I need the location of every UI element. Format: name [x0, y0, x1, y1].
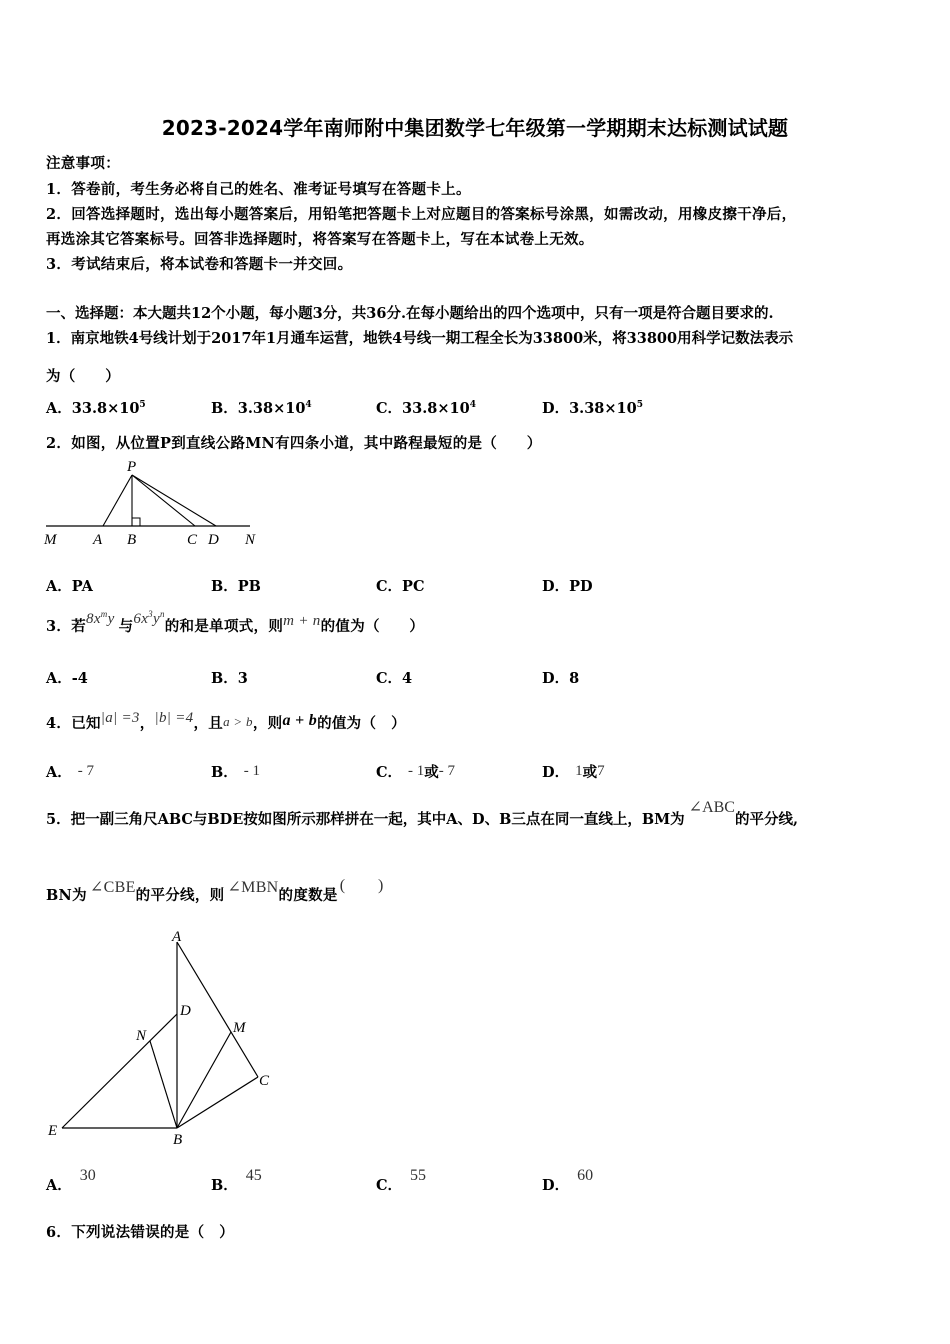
- term-2: $6x^3y^n$: [133, 609, 165, 627]
- option-label: D．: [542, 764, 570, 781]
- q5-figure: [40, 922, 290, 1152]
- q3-option-a: A．-4: [46, 670, 88, 687]
- option-or: 或: [582, 764, 598, 781]
- option-label: A．: [46, 1177, 72, 1194]
- option-value: - 1: [408, 763, 425, 779]
- q3-option-c: C．4: [376, 670, 413, 687]
- label-a: A: [93, 532, 103, 548]
- condition-2: |b| =4: [154, 710, 194, 726]
- q6-stem: 6．下列说法错误的是（ ）: [46, 1224, 234, 1241]
- option-value: 45: [245, 1167, 262, 1184]
- condition-1: |a| =3: [100, 710, 140, 726]
- option-label: A．: [46, 400, 72, 417]
- q1-option-d: [542, 397, 643, 418]
- option-label: C．: [376, 764, 403, 781]
- angle-mbn: ∠MBN: [227, 879, 279, 896]
- stem-text: BN为: [46, 887, 87, 904]
- option-exponent: 5: [636, 400, 643, 411]
- option-value: 3.38×10: [237, 400, 306, 417]
- option-label: A．: [46, 764, 72, 781]
- stem-text: 4．已知: [46, 715, 101, 732]
- option-value: 33.8×10: [402, 400, 470, 417]
- q4-option-a: [46, 761, 94, 782]
- stem-text: 5．把一副三角尺ABC与BDE按如图所示那样拼在一起，其中A、D、B三点在同一直线上，BM为: [46, 811, 685, 828]
- q5-option-d: [542, 1167, 594, 1195]
- stem-text: 的度数是: [278, 887, 338, 904]
- page-title: 2023-2024学年南师附中集团数学七年级第一学期期末达标测试试题: [161, 116, 789, 140]
- label-b: B: [127, 532, 137, 548]
- q2-option-b: B．PB: [211, 578, 261, 595]
- expression: m + n: [283, 613, 321, 629]
- option-label: B．: [211, 400, 238, 417]
- option-value: 1: [575, 763, 583, 779]
- q5-stem-cont: [46, 877, 384, 905]
- option-value: 33.8×10: [71, 400, 140, 417]
- option-value: 3.38×10: [569, 400, 637, 417]
- right-angle-mark: [132, 518, 140, 526]
- option-exponent: 4: [469, 400, 476, 411]
- stem-text: 的平分线,: [734, 811, 799, 828]
- option-label: B．: [211, 1177, 238, 1194]
- segment-pa: [103, 475, 132, 526]
- answer-paren: ( ): [339, 877, 384, 894]
- option-value: 7: [597, 763, 605, 779]
- option-value: 60: [577, 1167, 594, 1184]
- label-m: M: [44, 532, 57, 548]
- label-n: N: [245, 532, 256, 548]
- option-value: - 7: [438, 763, 456, 779]
- q2-option-c: C．PC: [376, 578, 425, 595]
- condition-3: a > b: [223, 714, 253, 729]
- q1-stem-cont: 为（ ）: [46, 368, 120, 385]
- section-heading: 一、选择题：本大题共12个小题，每小题3分，共36分.在每小题给出的四个选项中，只有一项是符合题目要求的.: [46, 305, 774, 322]
- q5-option-c: [376, 1167, 427, 1195]
- expression: a + b: [282, 712, 318, 729]
- stem-text: ，且: [193, 715, 224, 732]
- label-n: N: [136, 1028, 147, 1044]
- q4-option-b: [211, 761, 260, 782]
- notice-item-2a: 2．回答选择题时，选出每小题答案后，用铅笔把答题卡上对应题目的答案标号涂黑，如需改动，用橡皮擦干净后，: [46, 206, 797, 223]
- q3-option-d: D．8: [542, 670, 580, 687]
- stem-text: ，: [139, 715, 155, 732]
- segment-bc: [177, 1077, 258, 1128]
- angle-abc: ∠ABC: [688, 799, 735, 816]
- label-c: C: [259, 1073, 270, 1089]
- q3-stem: [46, 609, 425, 636]
- option-label: C．: [376, 1177, 403, 1194]
- notice-item-3: 3．考试结束后，将本试卷和答题卡一并交回。: [46, 256, 353, 273]
- option-or: 或: [424, 764, 439, 781]
- stem-text: 的值为（ ）: [317, 715, 406, 732]
- option-exponent: 4: [305, 400, 312, 411]
- option-value: - 1: [243, 763, 261, 779]
- label-a: A: [172, 929, 182, 945]
- stem-text: 与: [118, 618, 134, 635]
- option-value: 55: [410, 1167, 427, 1184]
- q1-option-a: [46, 397, 146, 418]
- stem-text: 的和是单项式，则: [164, 618, 284, 635]
- q2-option-d: D．PD: [542, 578, 593, 595]
- segment-bn: [150, 1041, 177, 1128]
- q1-option-b: [211, 397, 312, 418]
- option-label: B．: [211, 764, 238, 781]
- q5-stem: [46, 799, 799, 829]
- q4-option-c: [376, 761, 455, 782]
- q2-stem: 2．如图，从位置P到直线公路MN有四条小道，其中路程最短的是（ ）: [46, 435, 542, 452]
- label-p: P: [127, 459, 137, 475]
- option-label: D．: [542, 400, 570, 417]
- q2-figure: [40, 455, 260, 550]
- q4-option-d: [542, 761, 605, 782]
- segment-pc: [132, 475, 195, 526]
- term-1: $8x^my$: [86, 609, 115, 627]
- stem-text: 的平分线，则: [135, 887, 225, 904]
- option-label: D．: [542, 1177, 570, 1194]
- q4-stem: [46, 712, 406, 733]
- segment-pd: [132, 475, 216, 526]
- option-label: C．: [376, 400, 403, 417]
- stem-text: 的值为（ ）: [320, 618, 425, 635]
- q2-option-a: A．PA: [46, 578, 93, 595]
- q1-option-c: [376, 397, 476, 418]
- label-m: M: [233, 1020, 246, 1036]
- q5-option-a: [46, 1167, 96, 1195]
- q3-option-b: B．3: [211, 670, 248, 687]
- q5-option-b: [211, 1167, 262, 1195]
- label-d: D: [208, 532, 219, 548]
- stem-text: 3．若: [46, 618, 86, 635]
- label-d: D: [180, 1003, 191, 1019]
- label-b: B: [173, 1132, 183, 1148]
- option-value: 30: [79, 1167, 96, 1184]
- option-exponent: 5: [139, 400, 146, 411]
- notice-item-1: 1．答卷前，考生务必将自己的姓名、准考证号填写在答题卡上。: [46, 181, 471, 198]
- label-e: E: [48, 1123, 58, 1139]
- notice-heading: 注意事项：: [46, 155, 120, 172]
- angle-cbe: ∠CBE: [89, 879, 136, 896]
- notice-item-2b: 再选涂其它答案标号。回答非选择题时，将答案写在答题卡上，写在本试卷上无效。: [46, 231, 594, 248]
- stem-text: ，则: [252, 715, 283, 732]
- label-c: C: [187, 532, 198, 548]
- q1-stem: 1．南京地铁4号线计划于2017年1月通车运营，地铁4号线一期工程全长为33800米，将33800用科学记数法表示: [46, 330, 794, 347]
- segment-bm: [177, 1032, 231, 1128]
- option-value: - 7: [77, 763, 95, 779]
